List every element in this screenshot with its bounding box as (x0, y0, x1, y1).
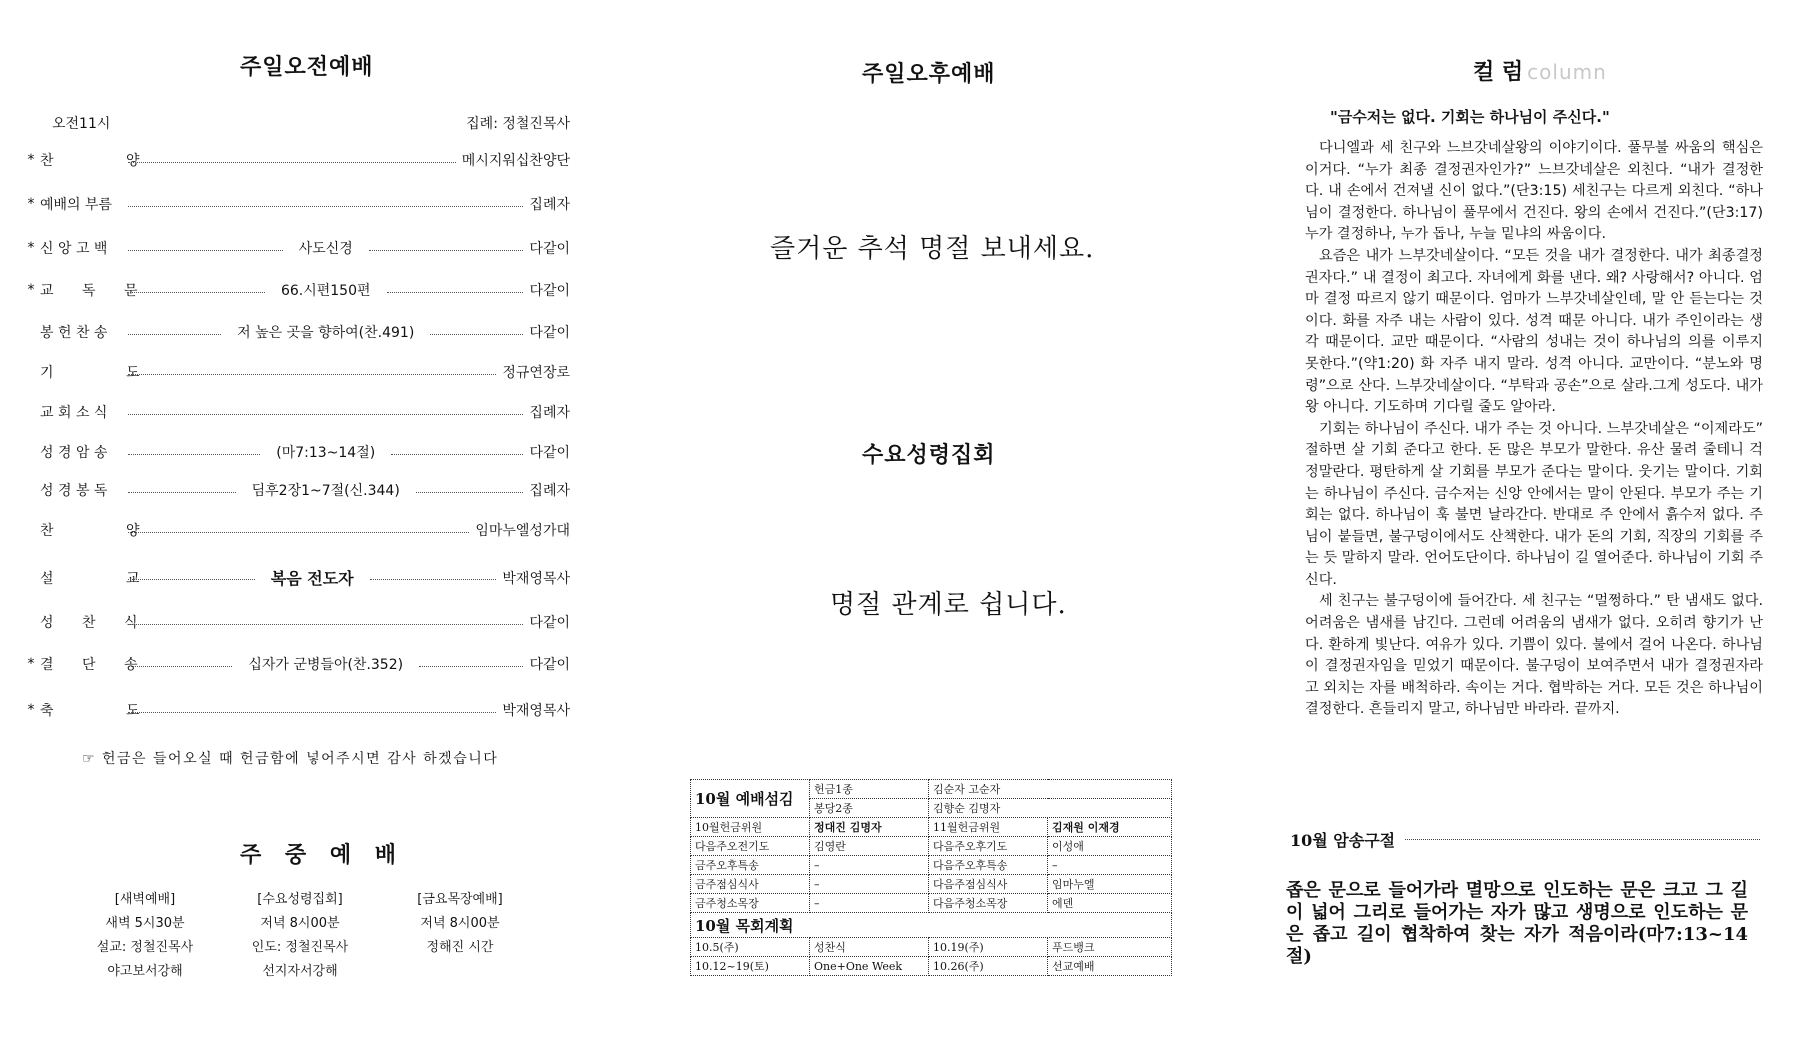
wednesday-topic: 선지자서강해 (262, 964, 338, 979)
table-cell: 10.19(주) (929, 938, 1048, 957)
table-row (691, 957, 1172, 976)
leader-dots (128, 414, 523, 415)
leader-dots (128, 666, 232, 667)
friday-time: 저녁 8시00분 (420, 916, 500, 931)
table-cell: – (1048, 856, 1172, 875)
leader-dots (128, 374, 496, 375)
table-cell: 10.12~19(토) (691, 957, 810, 976)
afternoon-message: 즐거운 추석 명절 보내세요. (770, 234, 1095, 264)
table-cell: 다음주청소목장 (929, 894, 1048, 913)
service-row (22, 520, 570, 540)
wednesday-time: 저녁 8시00분 (260, 916, 340, 931)
table-cell: 다음주점심식사 (929, 875, 1048, 894)
service-row-label: 성 찬 식 (40, 615, 150, 631)
offering-note: ☞ 헌금은 들어오실 때 헌금함에 넣어주시면 감사 하겠습니다 (82, 751, 499, 767)
table-row (691, 894, 1172, 913)
service-row-person: 집례자 (529, 405, 570, 421)
table-cell: 11월헌금위원 (929, 818, 1048, 837)
table-cell: 푸드뱅크 (1048, 938, 1172, 957)
table-cell: 다음주오후특송 (929, 856, 1048, 875)
memory-verse: 좁은 문으로 들어가라 멸망으로 인도하는 문은 크고 그 길이 넓어 그리로 들어가는 자가 많고 생명으로 인도하는 문은 좁고 길이 협착하여 찾는 자가 적음이라(마7:13~14절) (1286, 880, 1748, 967)
service-row (22, 322, 570, 342)
duty-heading: 10월 예배섬김 (691, 780, 810, 818)
leader-dots (128, 292, 265, 293)
table-cell: 금주점심식사 (691, 875, 810, 894)
service-row (22, 700, 570, 720)
middle-panel (650, 0, 1210, 1039)
column-body (1305, 138, 1763, 721)
memory-verse-title: 10월 암송구절 (1290, 831, 1396, 850)
table-cell: 김재원 이재경 (1048, 818, 1172, 837)
leader-dots (128, 492, 236, 493)
dawn-service (80, 888, 210, 984)
service-row-label: 봉 헌 찬 송 (40, 325, 108, 341)
service-row-label: 교 독 문 (40, 283, 150, 299)
dawn-preacher: 설교: 정철진목사 (96, 940, 194, 955)
wednesday-leader: 인도: 정철진목사 (251, 940, 349, 955)
column-title-english: column (1527, 60, 1607, 84)
column-paragraph: 세 친구는 불구덩이에 들어간다. 세 친구는 “멀쩡하다.” 탄 냄새도 없다. 어려움은 냄새를 남긴다. 그런데 어려움의 냄새가 없다. 오히려 향기가 난다. 환하게 빛난다. 여유가 있다. 기쁨이 있다. 불에서 걸어 나온다. 하나님이 결정권자임을 믿었기 때문이다. 불구덩이 보여주면서 내가 결정권자라고 외치는 자를 배척하라. 속이는 거다. 협박하는 거다. 모든 것은 하나님이 결정한다. 흔들리지 말고, 하나님만 바라라. 끝까지. (1305, 593, 1763, 718)
wednesday-heading: [수요성령집회] (257, 892, 343, 907)
table-cell: 금주청소목장 (691, 894, 810, 913)
service-row-label: 기 도 (40, 365, 174, 381)
service-row (22, 280, 570, 300)
leader-dots (430, 334, 523, 335)
leader-dots (391, 454, 523, 455)
service-row-person: 다같이 (529, 241, 570, 257)
leader-dots (128, 454, 260, 455)
table-cell: 에덴 (1048, 894, 1172, 913)
standing-mark: * (27, 240, 35, 256)
dawn-time: 새벽 5시30분 (105, 916, 185, 931)
service-row-person: 임마누엘성가대 (475, 523, 570, 539)
table-cell: – (810, 856, 929, 875)
table-row (691, 875, 1172, 894)
table-cell: – (810, 894, 929, 913)
leader-dots (128, 250, 283, 251)
column-title-korean: 컬 럼 (1473, 60, 1524, 85)
service-row-detail: 십자가 군병들아(찬.352) (248, 657, 404, 673)
service-row-label: 교 회 소 식 (40, 405, 108, 421)
service-row (22, 362, 570, 382)
service-row-label: 찬 양 (40, 523, 174, 539)
leader-dots (128, 712, 496, 713)
service-row (22, 150, 570, 170)
service-row (22, 442, 570, 462)
leader-dots (419, 666, 523, 667)
table-cell: 선교예배 (1048, 957, 1172, 976)
memory-verse-header (1290, 828, 1760, 851)
dawn-heading: [새벽예배] (114, 892, 176, 907)
friday-service (395, 888, 525, 960)
service-row-person: 집례자 (529, 197, 570, 213)
service-row-person: 박재영목사 (502, 703, 570, 719)
divider (1405, 839, 1760, 840)
wednesday-message: 명절 관계로 쉽니다. (830, 590, 1067, 620)
service-row-detail: 복음 전도자 (270, 569, 354, 588)
table-row (691, 780, 1172, 799)
morning-service-panel (0, 0, 600, 1039)
service-row-person: 박재영목사 (502, 570, 571, 587)
service-row (22, 566, 570, 589)
column-title (1473, 55, 1607, 86)
friday-note: 정해진 시간 (426, 940, 494, 955)
leader-dots (370, 579, 497, 580)
column-paragraph: 기회는 하나님이 주신다. 내가 주는 것 아니다. 느부갓네살은 “이제라도” 절하면 살 기회 준다고 한다. 돈 많은 부모가 말한다. 유산 물려 줄테니 걱정말란다. 평탄하게 살 기회를 부모가 준다는 말이다. 웃기는 말이다. 기회는 하나님이 주신다. 금수저는 신앙 안에서는 말이 안된다. 부모가 주는 기회는 없다. 하나님이 훅 불면 날라간다. 반대로 주 안에서 흙수저 없다. 주님이 붙들면, 불구덩이에서도 산책한다. 내가 돈의 기회, 직장의 기회를 주는 듯 말하지 말라. 언어도단이다. 하나님이 길 열어준다. 하나님이 기회 주신다. (1305, 420, 1763, 588)
service-row (22, 480, 570, 500)
standing-mark: * (27, 152, 35, 168)
table-row (691, 856, 1172, 875)
service-row-detail: (마7:13~14절) (276, 445, 376, 461)
leader-dots (128, 162, 456, 163)
table-cell: One+One Week (810, 957, 929, 976)
service-row (22, 194, 570, 214)
wednesday-service (235, 888, 365, 984)
service-row-detail: 사도신경 (298, 241, 353, 257)
standing-mark: * (27, 656, 35, 672)
duty-table (690, 779, 1172, 976)
table-cell: 정대진 김명자 (810, 818, 929, 837)
leader-dots (128, 206, 523, 207)
service-row-detail: 딤후2장1~7절(신.344) (251, 483, 400, 499)
service-row-label: 결 단 송 (40, 657, 150, 673)
service-row-label: 축 도 (40, 703, 174, 719)
table-cell: 김향순 김명자 (929, 799, 1172, 818)
wednesday-title: 수요성령집회 (862, 443, 996, 468)
service-row-person: 다같이 (529, 325, 570, 341)
leader-dots (128, 624, 523, 625)
service-row (22, 402, 570, 422)
service-row-label: 설 교 (40, 570, 174, 587)
table-cell: 김순자 고순자 (929, 780, 1172, 799)
service-row-person: 다같이 (529, 657, 571, 673)
table-cell: 봉당2종 (810, 799, 929, 818)
table-row (691, 818, 1172, 837)
table-cell: 다음주오후기도 (929, 837, 1048, 856)
service-row-label: 찬 양 (40, 153, 174, 169)
table-cell: 다음주오전기도 (691, 837, 810, 856)
service-row-person: 메시지워십찬양단 (461, 153, 570, 169)
table-row (691, 913, 1172, 938)
morning-title: 주일오전예배 (240, 55, 374, 80)
morning-leader: 집례: 정철진목사 (466, 116, 570, 132)
standing-mark: * (27, 702, 35, 718)
table-cell: 10.26(주) (929, 957, 1048, 976)
service-row (22, 238, 570, 258)
service-row-detail: 저 높은 곳을 향하여(찬.491) (237, 325, 415, 341)
service-row-label: 신 앙 고 백 (40, 241, 108, 257)
column-paragraph: 다니엘과 세 친구와 느브갓네살왕의 이야기이다. 풀무불 싸움의 핵심은 이거다. “누가 최종 결정권자인가?” 느브갓네살은 외친다. “내가 결정한다. 내 손에서 건져낼 신이 없다.”(단3:15) 세친구는 다르게 외친다. “하나님이 결정한다. 하나님이 풀무에서 건진다. 왕의 손에서 건진다.”(단3:17) 누가 결정하나, 누가 돕나, 누늘 밑냐의 싸움이다. (1305, 140, 1763, 243)
table-cell: – (810, 875, 929, 894)
column-quote: "금수저는 없다. 기회는 하나님이 주신다." (1330, 108, 1610, 126)
leader-dots (128, 532, 469, 533)
friday-heading: [금요목장예배] (417, 892, 503, 907)
table-cell: 10월헌금위원 (691, 818, 810, 837)
table-cell: 10.5(주) (691, 938, 810, 957)
service-row-person: 다같이 (529, 615, 570, 631)
standing-mark: * (27, 282, 35, 298)
service-row (22, 654, 570, 674)
leader-dots (369, 250, 524, 251)
service-row-person: 정규연장로 (502, 365, 570, 381)
service-row-person: 다같이 (529, 283, 571, 299)
service-row-person: 집례자 (529, 483, 570, 499)
table-cell: 김영란 (810, 837, 929, 856)
service-row-label: 예배의 부름 (40, 197, 113, 213)
weekday-title: 주 중 예 배 (240, 843, 404, 868)
column-paragraph: 요즘은 내가 느부갓네살이다. “모든 것을 내가 결정한다. 내가 최종결정권자다.” 내 결정이 최고다. 자녀에게 화를 낸다. 왜? 사랑해서? 아니다. 엄마 결정 따르지 않기 때문이다. 엄마가 느부갓네살인데, 말 안 듣는다는 것이다. 화를 자주 내는 사람이 있다. 성격 때문 아니다. 내가 주인이라는 생각 때문이다. 교만 때문이다. “사람의 성내는 것이 하나님의 의를 이루지 못한다.”(약1:20) 화 자주 내지 말라. 성격 아니다. 교만이다. “분노와 명령”으로 산다. 느부갓네살이다. “부탁과 공손”으로 살라.그게 성도다. 내가 왕 아니다. 기도하며 기다릴 줄도 알아라. (1305, 247, 1763, 416)
standing-mark: * (27, 196, 35, 212)
table-cell: 금주오후특송 (691, 856, 810, 875)
table-cell: 임마누엘 (1048, 875, 1172, 894)
table-row (691, 938, 1172, 957)
leader-dots (416, 492, 524, 493)
service-row-detail: 66.시편150편 (280, 283, 371, 299)
plan-heading: 10월 목회계획 (691, 913, 1172, 938)
leader-dots (128, 579, 255, 580)
service-row-person: 다같이 (529, 445, 571, 461)
table-cell: 성찬식 (810, 938, 929, 957)
dawn-topic: 야고보서강해 (107, 964, 183, 979)
service-row-label: 성 경 봉 독 (40, 483, 108, 499)
table-row (691, 837, 1172, 856)
leader-dots (128, 334, 221, 335)
table-cell: 헌금1종 (810, 780, 929, 799)
service-row (22, 612, 570, 632)
afternoon-title: 주일오후예배 (862, 62, 996, 87)
column-panel (1260, 0, 1795, 1039)
service-row-label: 성 경 암 송 (40, 445, 108, 461)
leader-dots (387, 292, 524, 293)
morning-time: 오전11시 (52, 116, 111, 132)
table-cell: 이성애 (1048, 837, 1172, 856)
